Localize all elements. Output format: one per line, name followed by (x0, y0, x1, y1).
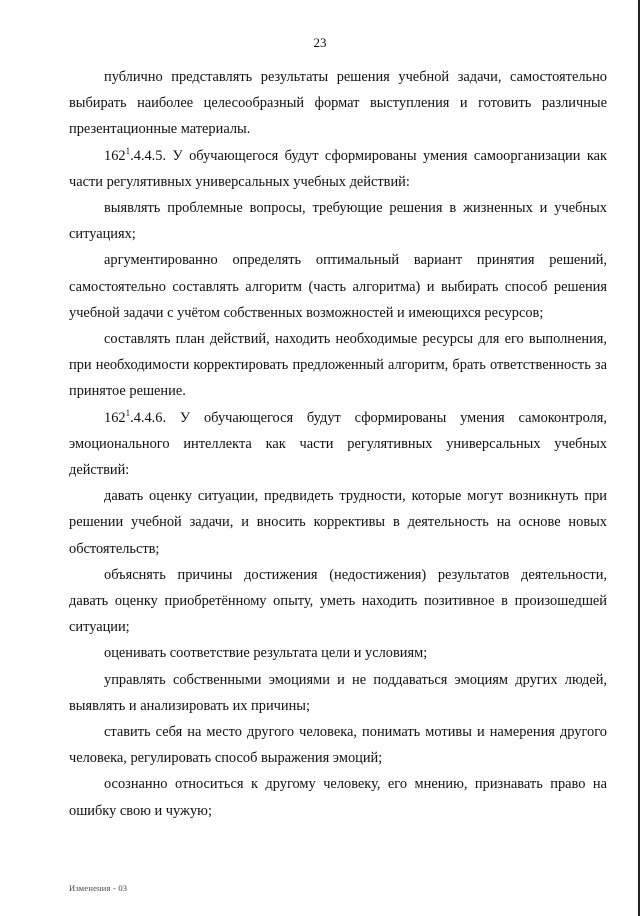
list-item-explain-reasons: объяснять причины достижения (недостижения) результатов деятельности, давать оценку приобретённому опыту, уметь находить позитивное в произошедшей ситуации; (69, 566, 607, 636)
page-number: 23 (313, 35, 327, 50)
section-text: .4.4.6. У обучающегося будут сформированы умения самоконтроля, эмоционального интеллекта как части регулятивных универсальных учебных действий: (69, 409, 607, 479)
section-number-superscript: 1 (125, 407, 131, 418)
section-number: 162 (104, 147, 126, 164)
section-number-superscript: 1 (125, 145, 131, 156)
list-item-manage-emotions: управлять собственными эмоциями и не поддаваться эмоциям других людей, выявлять и анализировать их причины; (69, 671, 607, 714)
list-item-argue-decision: аргументированно определять оптимальный вариант принятия решений, самостоятельно составлять алгоритм (часть алгоритма) и выбирать способ решения учебной задачи с учётом собственных возможностей и имеющихся ресурсов; (69, 252, 607, 321)
paragraph-presentation: публично представлять результаты решения учебной задачи, самостоятельно выбирать наиболее целесообразный формат выступления и готовить различные презентационные материалы. (69, 69, 607, 138)
section-text: .4.4.5. У обучающегося будут сформированы умения самоорганизации как части регулятивных универсальных учебных действий: (69, 147, 607, 190)
section-heading-self-organization (69, 143, 607, 195)
section-number: 162 (104, 409, 126, 426)
list-item-assess-situation: давать оценку ситуации, предвидеть трудности, которые могут возникнуть при решении учебной задачи, и вносить коррективы в деятельность на основе новых обстоятельств; (69, 488, 607, 557)
list-item-make-plan: составлять план действий, находить необходимые ресурсы для его выполнения, при необходимости корректировать предложенный алгоритм, брать ответственность за принятое решение. (69, 331, 607, 400)
list-item-identify-problems: выявлять проблемные вопросы, требующие решения в жизненных и учебных ситуациях; (69, 200, 607, 243)
list-item-empathy: ставить себя на место другого человека, понимать мотивы и намерения другого человека, регулировать способ выражения эмоций; (69, 724, 607, 767)
list-item-evaluate-result: оценивать соответствие результата цели и условиям; (104, 645, 428, 662)
document-body (69, 64, 607, 824)
section-heading-self-control (69, 405, 607, 484)
list-item-respect-others: осознанно относиться к другому человеку, его мнению, признавать право на ошибку свою и чужую; (69, 776, 607, 819)
page-footer: Изменения - 03 (69, 883, 128, 893)
